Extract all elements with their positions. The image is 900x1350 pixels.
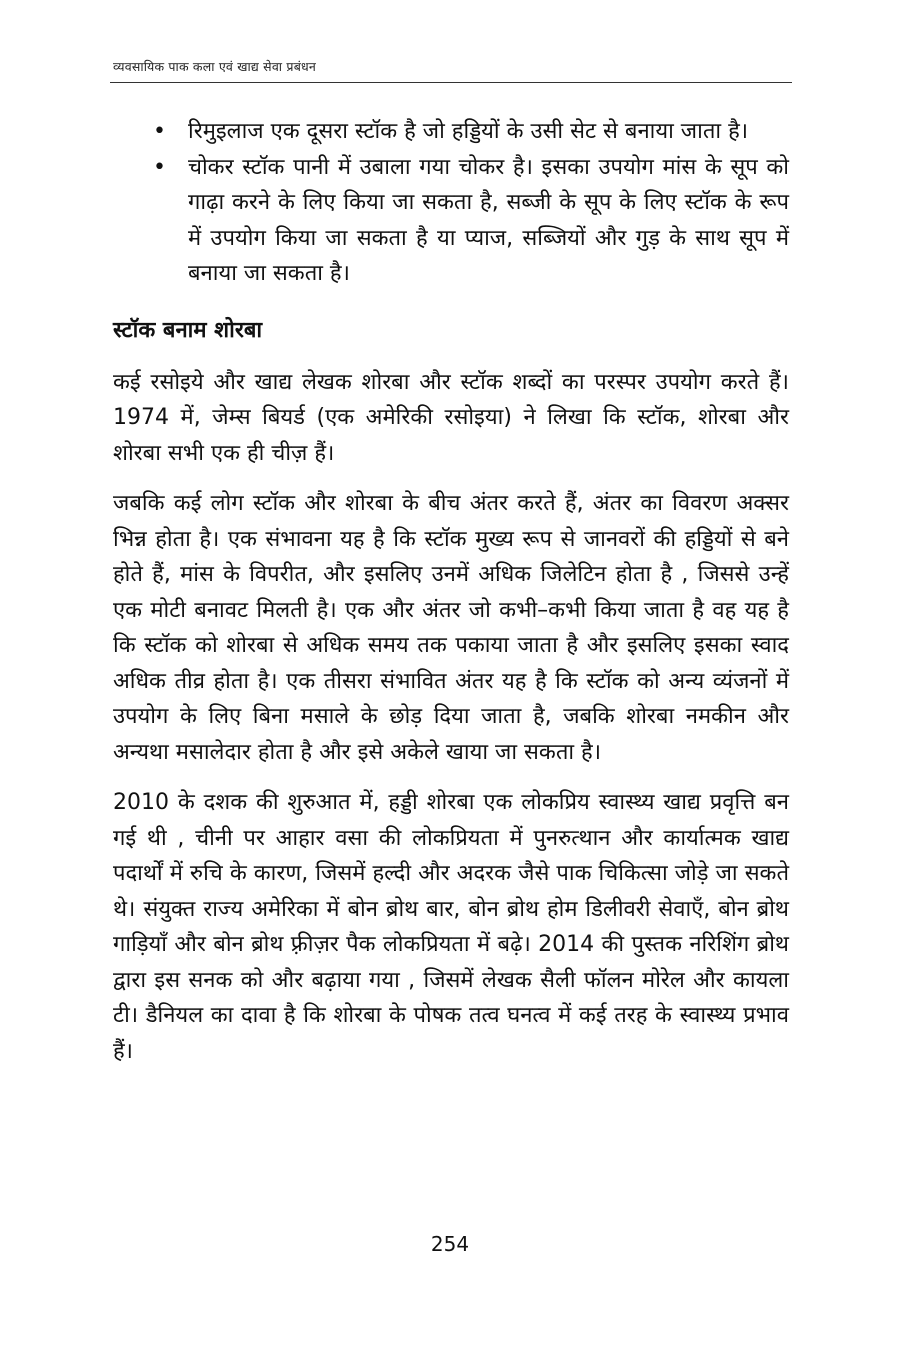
- bullet-marker-icon: •: [153, 154, 166, 180]
- bullet-list: [113, 114, 789, 292]
- bullet-item: [113, 150, 789, 292]
- paragraph: 2010 के दशक की शुरुआत में, हड्डी शोरबा एक लोकप्रिय स्वास्थ्य खाद्य प्रवृत्ति बन गई थी , चीनी पर आहार वसा की लोकप्रियता में पुनरुत्थान और कार्यात्मक खाद्य पदार्थों में रुचि के कारण, जिसमें हल्दी और अदरक जैसे पाक चिकित्सा जोड़े जा सकते थे। संयुक्त राज्य अमेरिका में बोन ब्रोथ बार, बोन ब्रोथ होम डिलीवरी सेवाएँ, बोन ब्रोथ गाड़ियाँ और बोन ब्रोथ फ़्रीज़र पैक लोकप्रियता में बढ़े। 2014 की पुस्तक नरिशिंग ब्रोथ द्वारा इस सनक को और बढ़ाया गया , जिसमें लेखक सैली फॉलन मोरेल और कायला टी। डैनियल का दावा है कि शोरबा के पोषक तत्व घनत्व में कई तरह के स्वास्थ्य प्रभाव हैं।: [113, 790, 789, 1064]
- bullet-text: रिमुइलाज एक दूसरा स्टॉक है जो हड्डियों के उसी सेट से बनाया जाता है।: [188, 119, 749, 144]
- running-header: व्यवसायिक पाक कला एवं खाद्य सेवा प्रबंधन: [113, 59, 317, 74]
- paragraph: कई रसोइये और खाद्य लेखक शोरबा और स्टॉक शब्दों का परस्पर उपयोग करते हैं। 1974 में, जेम्स बियर्ड (एक अमेरिकी रसोइया) ने लिखा कि स्टॉक, शोरबा और शोरबा सभी एक ही चीज़ हैं।: [113, 369, 789, 466]
- bullet-text: चोकर स्टॉक पानी में उबाला गया चोकर है। इसका उपयोग मांस के सूप को गाढ़ा करने के लिए किया जा सकता है, सब्जी के सूप के लिए स्टॉक के रूप में उपयोग किया जा सकता है या प्याज, सब्जियों और गुड़ के साथ सूप में बनाया जा सकता है।: [188, 154, 789, 286]
- paragraph: जबकि कई लोग स्टॉक और शोरबा के बीच अंतर करते हैं, अंतर का विवरण अक्सर भिन्न होता है। एक संभावना यह है कि स्टॉक मुख्य रूप से जानवरों की हड्डियों से बने होते हैं, मांस के विपरीत, और इसलिए उनमें अधिक जिलेटिन होता है , जिससे उन्हें एक मोटी बनावट मिलती है। एक और अंतर जो कभी–कभी किया जाता है वह यह है कि स्टॉक को शोरबा से अधिक समय तक पकाया जाता है और इसलिए इसका स्वाद अधिक तीव्र होता है। एक तीसरा संभावित अंतर यह है कि स्टॉक को अन्य व्यंजनों में उपयोग के लिए बिना मसाले के छोड़ दिया जाता है, जबकि शोरबा नमकीन और अन्यथा मसालेदार होता है और इसे अकेले खाया जा सकता है।: [113, 491, 789, 765]
- bullet-marker-icon: •: [153, 119, 166, 144]
- page-number: 254: [430, 1232, 470, 1256]
- bullet-item: [113, 114, 789, 150]
- section-heading: स्टॉक बनाम शोरबा: [113, 317, 263, 343]
- page-body: [113, 114, 789, 1084]
- header-divider: [110, 82, 792, 83]
